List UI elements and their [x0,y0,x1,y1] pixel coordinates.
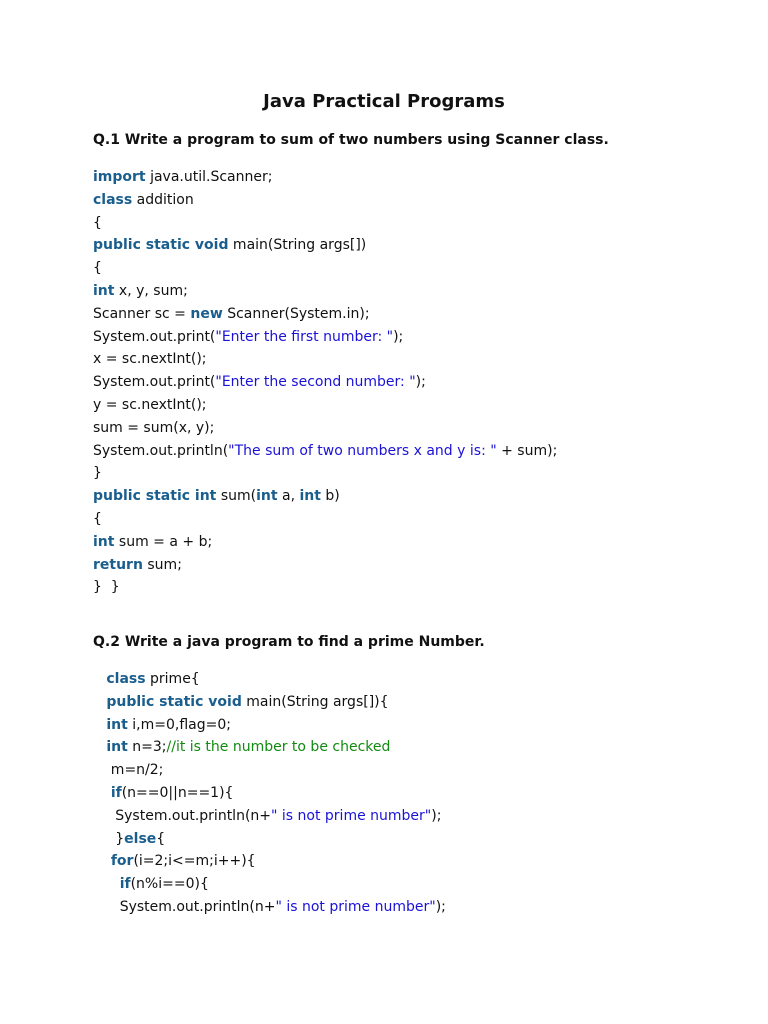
code-text: a, [277,488,300,505]
code-text: ); [415,374,426,391]
code-text [93,785,111,801]
code-keyword: for [110,853,134,870]
code-text: (n==0||n==1){ [121,784,234,801]
code-text [93,694,106,710]
code-line [93,189,557,212]
code-keyword: else [124,830,157,847]
code-keyword: int [106,739,128,756]
code-text [93,876,120,892]
code-text [93,853,111,869]
code-line [93,212,557,235]
code-keyword: public static void [106,693,242,710]
code-line [93,348,557,371]
code-line [93,257,557,280]
code-keyword: if [110,784,122,801]
code-text: System.out.println( [93,442,229,459]
code-line [93,303,557,326]
code-keyword: int [93,533,115,550]
question-2-heading: Q.2 Write a java program to find a prime Number. [93,634,485,650]
code-text [93,717,106,733]
code-text: b) [320,488,340,505]
code-line [93,485,557,508]
code-string: " is not prime number" [271,807,432,824]
code-line [93,508,557,531]
code-text: { [156,830,166,847]
code-line [93,440,557,463]
code-text: n=3; [127,739,167,756]
code-keyword: int [106,716,128,733]
code-line [93,394,557,417]
code-text: sum = a + b; [114,533,213,550]
code-text: { [93,510,102,527]
code-line [93,417,557,440]
code-line [93,691,446,714]
code-text: ); [393,328,404,345]
code-text: sum( [216,488,257,505]
code-line [93,166,557,189]
code-text: x, y, sum; [114,282,188,299]
code-line [93,805,446,828]
code-text: x = sc.nextInt(); [93,351,207,368]
code-text: } } [93,579,120,596]
code-string: "Enter the second number: " [215,374,416,391]
code-line [93,714,446,737]
code-text: java.util.Scanner; [145,169,273,185]
code-line [93,828,446,851]
question-1-heading: Q.1 Write a program to sum of two numbers using Scanner class. [93,132,609,148]
code-text: ); [435,898,446,915]
code-line [93,668,446,691]
code-text: System.out.println(n+ [93,898,276,915]
code-line [93,280,557,303]
code-keyword: int [299,488,321,505]
code-line [93,234,557,257]
code-text: main(String args[]) [228,237,367,254]
code-line [93,554,557,577]
code-text [93,671,106,687]
code-text: { [93,260,102,277]
code-string: "Enter the first number: " [215,328,394,345]
code-text: (n%i==0){ [130,876,209,893]
code-line [93,576,557,599]
code-text: System.out.print( [93,374,216,391]
code-text: Scanner sc = [93,305,191,322]
code-keyword: import [93,169,146,185]
document-title: Java Practical Programs [263,91,505,112]
code-text: y = sc.nextInt(); [93,396,207,413]
code-text: i,m=0,flag=0; [127,716,231,733]
code-text: sum = sum(x, y); [93,419,215,436]
code-line [93,736,446,759]
code-text: prime{ [145,671,200,687]
code-string: "The sum of two numbers x and y is: " [228,442,497,459]
code-text: m=n/2; [93,762,164,779]
code-line [93,462,557,485]
code-text: addition [132,191,194,208]
code-text: System.out.println(n+ [93,807,272,824]
code-text: sum; [142,556,182,573]
code-text: } [93,830,125,847]
code-text [93,739,106,755]
question-1-code-block [93,166,557,599]
code-line [93,759,446,782]
code-keyword: int [256,488,278,505]
code-text: (i=2;i<=m;i++){ [133,853,256,870]
code-text: } [93,465,102,482]
code-line [93,873,446,896]
code-line [93,782,446,805]
question-2-code-block [93,668,446,919]
code-keyword: public static int [93,488,217,505]
code-keyword: return [93,556,143,573]
code-keyword: class [93,191,133,208]
code-keyword: public static void [93,237,229,254]
code-comment: //it is the number to be checked [166,739,391,756]
code-line [93,896,446,919]
code-text: { [93,214,102,231]
code-text: Scanner(System.in); [222,305,370,322]
code-line [93,326,557,349]
code-line [93,531,557,554]
code-keyword: int [93,282,115,299]
code-text: main(String args[]){ [241,693,389,710]
code-line [93,371,557,394]
code-line [93,850,446,873]
code-text: ); [431,807,442,824]
code-text: + sum); [496,442,558,459]
code-keyword: class [106,671,146,687]
code-text: System.out.print( [93,328,216,345]
code-string: " is not prime number" [275,898,436,915]
code-keyword: if [119,876,131,893]
code-keyword: new [190,305,223,322]
